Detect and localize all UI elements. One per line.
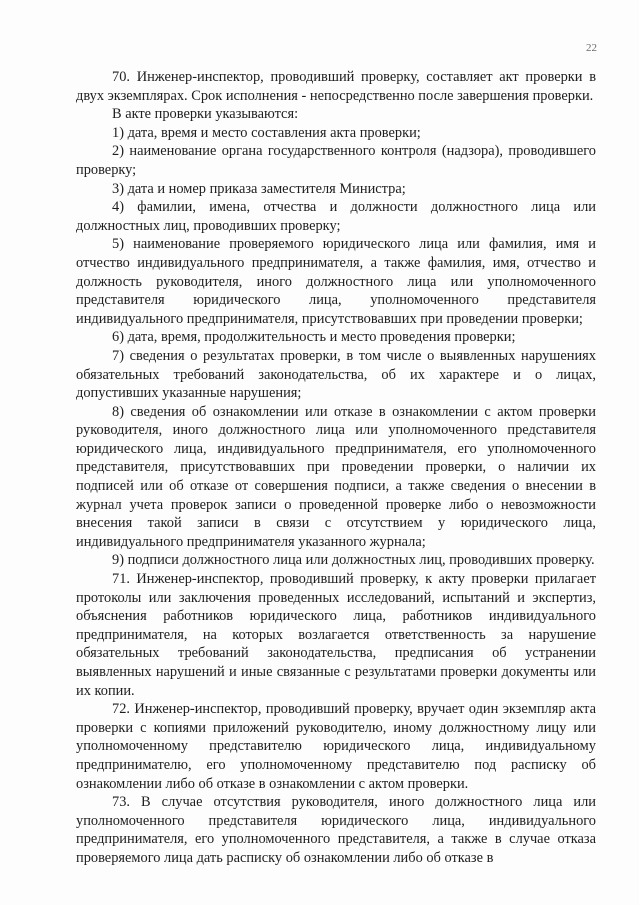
list-item-3: 3) дата и номер приказа заместителя Министра; xyxy=(112,180,406,197)
list-item-9: 9) подписи должностного лица или должностных лиц, проводивших проверку. xyxy=(112,552,595,569)
list-item-5: 5) наименование проверяемого юридического лица или фамилия, имя и отчество индивидуального предпринимателя, а также фамилия, имя, отчество и должность руководителя, иного должностного лица или уполномоченного представителя юридического лица, уполномоченного представителя индивидуального предпринимателя, присутствовавших при проведении проверки; xyxy=(76,236,596,327)
list-item-8: 8) сведения об ознакомлении или отказе в ознакомлении с актом проверки руководителя, иного должностного лица или уполномоченного представителя юридического лица, индивидуального предпринимателя, его уполномоченного представителя, присутствовавших при проведении проверки, о наличии их подписей или об отказе от совершения подписи, а также сведения о внесении в журнал учета проверок записи о проведенной проверке либо о невозможности внесения такой записи в связи с отсутствием у юридического лица, индивидуального предпринимателя указанного журнала; xyxy=(76,403,596,550)
list-item-2: 2) наименование органа государственного контроля (надзора), проводившего проверку; xyxy=(76,143,596,178)
paragraph-72: 72. Инженер-инспектор, проводивший проверку, вручает один экземпляр акта проверки с копиями приложений руководителю, иному должностному лицу или уполномоченному представителю юридического лица, индивидуальному предпринимателю, его уполномоченному представителю под расписку об ознакомлении либо об отказе в ознакомлении с актом проверки. xyxy=(76,701,596,792)
paragraph-71: 71. Инженер-инспектор, проводивший проверку, к акту проверки прилагает протоколы или заключения проведенных исследований, испытаний и экспертиз, объяснения работников юридического лица, работников индивидуального предпринимателя, на которых возлагается ответственность за нарушение обязательных требований законодательства, предписания об устранении выявленных нарушений и иные связанные с результатами проверки документы или их копии. xyxy=(76,571,596,699)
list-item-6: 6) дата, время, продолжительность и место проведения проверки; xyxy=(112,329,516,346)
list-item-7: 7) сведения о результатах проверки, в том числе о выявленных нарушениях обязательных требований законодательства, об их характере и о лицах, допустивших указанные нарушения; xyxy=(76,347,596,402)
document-body xyxy=(76,68,596,868)
paragraph-73: 73. В случае отсутствия руководителя, иного должностного лица или уполномоченного представителя юридического лица, индивидуального предпринимателя, его уполномоченного представителя, а также в случае отказа проверяемого лица дать расписку об ознакомлении либо об отказе в xyxy=(76,794,596,866)
paragraph-act-contents-intro: В акте проверки указываются: xyxy=(112,106,299,123)
paragraph-70: 70. Инженер-инспектор, проводивший проверку, составляет акт проверки в двух экземплярах. Срок исполнения - непосредственно после завершения проверки. xyxy=(76,69,596,104)
page-number: 22 xyxy=(586,42,597,54)
list-item-1: 1) дата, время и место составления акта проверки; xyxy=(112,124,421,141)
list-item-4: 4) фамилии, имена, отчества и должности должностного лица или должностных лиц, проводивших проверку; xyxy=(76,199,596,234)
